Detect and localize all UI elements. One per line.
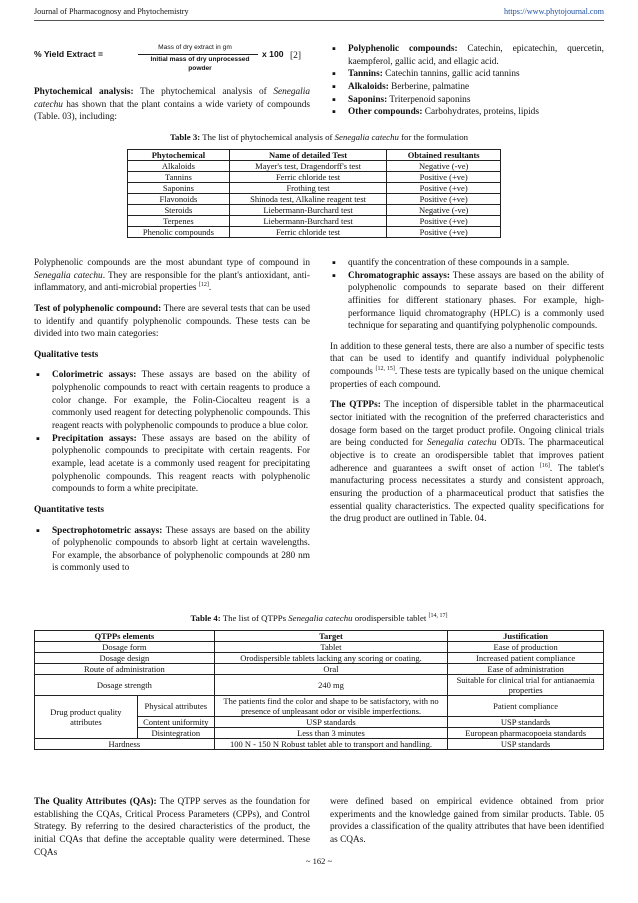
list-item (34, 525, 310, 576)
phyto-species: Senegalia catechu (34, 87, 310, 110)
table-cell: Terpenes (128, 216, 230, 227)
table-cell: Negative (-ve) (387, 205, 501, 216)
table3-caption (0, 132, 638, 144)
table3-caption-post: for the formulation (398, 132, 469, 142)
list-item (330, 270, 604, 333)
text: Polyphenolic compounds are the most abundant type of compound in (34, 258, 310, 268)
table-cell: Patient compliance (448, 696, 604, 717)
table-cell: The patients find the color and shape to be satisfactory, with no presence of unpleasant odor or visible imperfections. (214, 696, 448, 717)
quantitative-heading: Quantitative tests (34, 504, 104, 515)
table-row (35, 664, 604, 675)
table-cell: Physical attributes (137, 696, 214, 717)
table-row (128, 172, 501, 183)
table-cell: Disintegration (137, 728, 214, 739)
page-number: ~ 162 ~ (305, 856, 333, 866)
citation: [12] (198, 282, 209, 289)
qtpp-paragraph (330, 399, 604, 525)
formula-fraction-bar (138, 54, 258, 55)
table-cell: Positive (+ve) (387, 227, 501, 238)
table-cell: Positive (+ve) (387, 216, 501, 227)
citation: [14, 17] (428, 613, 448, 619)
table-cell: Phenolic compounds (128, 227, 230, 238)
formula-ref: [2] (290, 51, 302, 61)
table-cell: Positive (+ve) (387, 183, 501, 194)
table-row (35, 653, 604, 664)
text: The inception of dispersible tablet in the pharmaceutical sector initiated with the recognition of the preferred characteristics and dosage form based on the target product profile. Ongoing clinical trials are being conducted for (330, 400, 604, 449)
item-text: These assays are based on the ability of polyphenolic compounds to react with certain reagents to produce a color change. For example, the Folin-Ciocalteu reagent is a commonly used reagent for detecting polyphenolic compounds. This reagent reacts with polyphenolic compounds to produce a blue color. (52, 370, 310, 432)
table-cell: Ferric chloride test (229, 172, 387, 183)
text: were defined based on empirical evidence obtained from prior experiments and the knowledge gained from similar products. Table. 05 provides a classification of the quality attributes that have been identified as CQAs. (330, 797, 604, 845)
table-cell: Drug product quality attributes (35, 696, 138, 739)
table-row (128, 205, 501, 216)
table-cell: Positive (+ve) (387, 194, 501, 205)
table-row (35, 696, 604, 717)
heading: The QTPPs: (330, 400, 381, 411)
table4-caption-species: Senegalia catechu (288, 613, 353, 623)
table-cell: Less than 3 minutes (214, 728, 448, 739)
table-cell: Liebermann-Burchard test (229, 205, 387, 216)
phyto-text-pre: The phytochemical analysis of (133, 87, 274, 97)
table4-caption (0, 613, 638, 625)
journal-url[interactable]: https://www.phytojournal.com (504, 7, 604, 16)
table-cell: Shinoda test, Alkaline reagent test (229, 194, 387, 205)
compound-label: Saponins: (348, 94, 388, 105)
quantitative-list (34, 525, 310, 576)
table-cell: Dosage form (35, 642, 215, 653)
table-row (128, 183, 501, 194)
compound-text: Carbohydrates, proteins, lipids (422, 107, 539, 118)
compound-label: Other compounds: (348, 107, 423, 118)
compound-label: Tannins: (348, 69, 383, 80)
text: . (208, 283, 212, 294)
list-item (330, 43, 604, 68)
text: In addition to these general tests, there are also a number of specific tests that can be used to identify and quantify individual polyphenolic compounds (330, 341, 604, 378)
item-label: Spectrophotometric assays: (52, 525, 163, 536)
phyto-heading: Phytochemical analysis: (34, 87, 134, 97)
table-cell: Content uniformity (137, 717, 214, 728)
yield-formula (34, 42, 314, 72)
table-cell: Positive (+ve) (387, 172, 501, 183)
table-row (35, 675, 604, 696)
phyto-paragraph (34, 86, 310, 132)
table-header: Phytochemical (128, 150, 230, 161)
phyto-text-post: has shown that the plant contains a wide variety of compounds (Table. 03), including: (34, 99, 310, 123)
table3-caption-text: The list of phytochemical analysis of (200, 132, 335, 142)
item-text: quantify the concentration of these compounds in a sample. (348, 258, 570, 268)
table-cell: 100 N - 150 N Robust tablet able to transport and handling. (214, 739, 448, 750)
compound-text: Catechin tannins, gallic acid tannins (382, 69, 520, 80)
formula-multiplier: x 100 (262, 49, 284, 59)
table-row (128, 161, 501, 172)
test-paragraph (34, 303, 310, 341)
table-cell: Tannins (128, 172, 230, 183)
table-cell: Negative (-ve) (387, 161, 501, 172)
item-label: Colorimetric assays: (52, 370, 137, 381)
item-label: Chromatographic assays: (348, 270, 450, 281)
table-cell: Suitable for clinical trial for antianaemia properties (448, 675, 604, 696)
qa-paragraph-right (330, 796, 604, 855)
compound-label: Polyphenolic compounds: (348, 44, 458, 54)
formula-denominator: Initial mass of dry unprocessed powder (150, 56, 250, 72)
table-cell: Flavonoids (128, 194, 230, 205)
table-cell: Ferric chloride test (229, 227, 387, 238)
table-header: QTPPs elements (35, 631, 215, 642)
table-cell: 240 mg (214, 675, 448, 696)
text: . The tablet's manufacturing process necessitates a sturdy and consistent approach, ensuring the production of a pharmaceutical product that satisfies the essential quality characteristics. The expected quality specifications for the drug product are outlined in Table. 04. (330, 463, 605, 525)
table-cell: Increased patient compliance (448, 653, 604, 664)
table3 (127, 149, 501, 238)
table4-caption-text: The list of QTPPs (220, 613, 289, 623)
text: There are several tests that can be used to identify and quantify polyphenolic compounds. These tests can be divided into two main categories: (34, 303, 311, 340)
list-item (34, 433, 310, 496)
compound-label: Alkaloids: (348, 81, 389, 92)
journal-title: Journal of Pharmacognosy and Phytochemistry (34, 7, 189, 16)
table-header: Name of detailed Test (229, 150, 387, 161)
table-cell: European pharmacopoeia standards (448, 728, 604, 739)
qualitative-list (34, 369, 310, 495)
additional-tests-paragraph (330, 341, 604, 392)
left-column (34, 257, 310, 575)
table-cell: USP standards (214, 717, 448, 728)
table-cell: USP standards (448, 739, 604, 750)
table-row (128, 227, 501, 238)
citation: [16] (539, 462, 550, 469)
table-cell: Dosage design (35, 653, 215, 664)
table-cell: Tablet (214, 642, 448, 653)
list-item (330, 94, 604, 107)
table-cell: Liebermann-Burchard test (229, 216, 387, 227)
table-cell: Oral (214, 664, 448, 675)
table-row (128, 194, 501, 205)
table4-caption-label: Table 4: (190, 613, 221, 623)
species: Senegalia catechu (34, 270, 103, 281)
table-row (128, 216, 501, 227)
table-cell: Frothing test (229, 183, 387, 194)
table-header-row (128, 150, 501, 161)
qualitative-heading: Qualitative tests (34, 349, 99, 360)
item-text: These assays are based on the ability of polyphenolic compounds to absorb light at certain wavelengths. For example, the absorbance of polyphenolic compounds at 280 nm is commonly used to (52, 525, 310, 574)
citation: [12, 15] (375, 366, 395, 373)
table-cell: Mayer's test, Dragendorff's test (229, 161, 387, 172)
text: The QTPP serves as the foundation for establishing the CQAs, Critical Process Parameters (CPPs), and Control Strategy. By referring to the desired characteristics of the product, the initial CQAs that define the acceptable quality were determined. These CQAs (34, 797, 310, 858)
table-header: Justification (448, 631, 604, 642)
table-cell: Alkaloids (128, 161, 230, 172)
table-header-row (35, 631, 604, 642)
table3-caption-label: Table 3: (169, 132, 201, 142)
compound-text: Catechin, epicatechin, quercetin, kaempferol, gallic acid, and ellagic acid. (348, 44, 604, 67)
formula-lhs: % Yield Extract = (34, 49, 104, 59)
list-item (330, 68, 604, 81)
polyphenolic-paragraph (34, 257, 310, 295)
list-item (34, 369, 310, 432)
table-cell: Route of administration (35, 664, 215, 675)
heading: Test of polyphenolic compound: (34, 303, 162, 314)
table-header: Obtained resultants (387, 150, 501, 161)
table-cell: Saponins (128, 183, 230, 194)
table-cell: Orodispersible tablets lacking any scoring or coating. (214, 653, 448, 664)
table4 (34, 630, 604, 750)
table4-caption-post: orodispersible tablet (352, 613, 429, 623)
formula-numerator: Mass of dry extract in gm (158, 44, 232, 51)
table-cell: Hardness (35, 739, 215, 750)
item-text: These assays are based on the ability of polyphenolic compounds to precipitate with certain reagents. For example, lead acetate is a commonly used reagent for precipitating polyphenolic compounds. This reagent reacts with polyphenolic compounds to form a white precipitate. (52, 433, 310, 495)
text: ODTs. The pharmaceutical objective is to create an orodispersible tablet that improves patient adherence and guarantees a swift onset of action (330, 438, 604, 474)
table-cell: Steroids (128, 205, 230, 216)
compounds-list (330, 43, 604, 119)
item-label: Precipitation assays: (52, 433, 137, 444)
table-cell: USP standards (448, 717, 604, 728)
table-row (35, 739, 604, 750)
species: Senegalia catechu (427, 438, 497, 449)
table-cell: Dosage strength (35, 675, 215, 696)
right-column (330, 257, 604, 534)
list-item-continued (330, 257, 604, 270)
compound-text: Triterpenoid saponins (387, 94, 471, 105)
table-header: Target (214, 631, 448, 642)
list-item (330, 106, 604, 119)
chromatographic-list (330, 257, 604, 333)
list-item (330, 81, 604, 94)
table-cell: Ease of administration (448, 664, 604, 675)
table-cell: Ease of production (448, 642, 604, 653)
table3-caption-species: Senegalia catechu (334, 132, 399, 142)
heading: The Quality Attributes (QAs): (34, 797, 157, 807)
compound-text: Berberine, palmatine (388, 81, 470, 92)
text: . These tests are typically based on the unique chemical properties of each compound. (330, 367, 604, 390)
text: . They are responsible for the plant's antioxidant, anti-inflammatory, and anti-microbial properties (34, 270, 310, 294)
table-row (35, 642, 604, 653)
item-text: These assays are based on the ability of polyphenolic compounds to separate based on their different affinities for different stationary phases. For example, high-performance liquid chromatography (HPLC) is a commonly used technique for separating and quantifying polyphenolic compounds. (348, 270, 604, 332)
header-divider (34, 20, 604, 21)
